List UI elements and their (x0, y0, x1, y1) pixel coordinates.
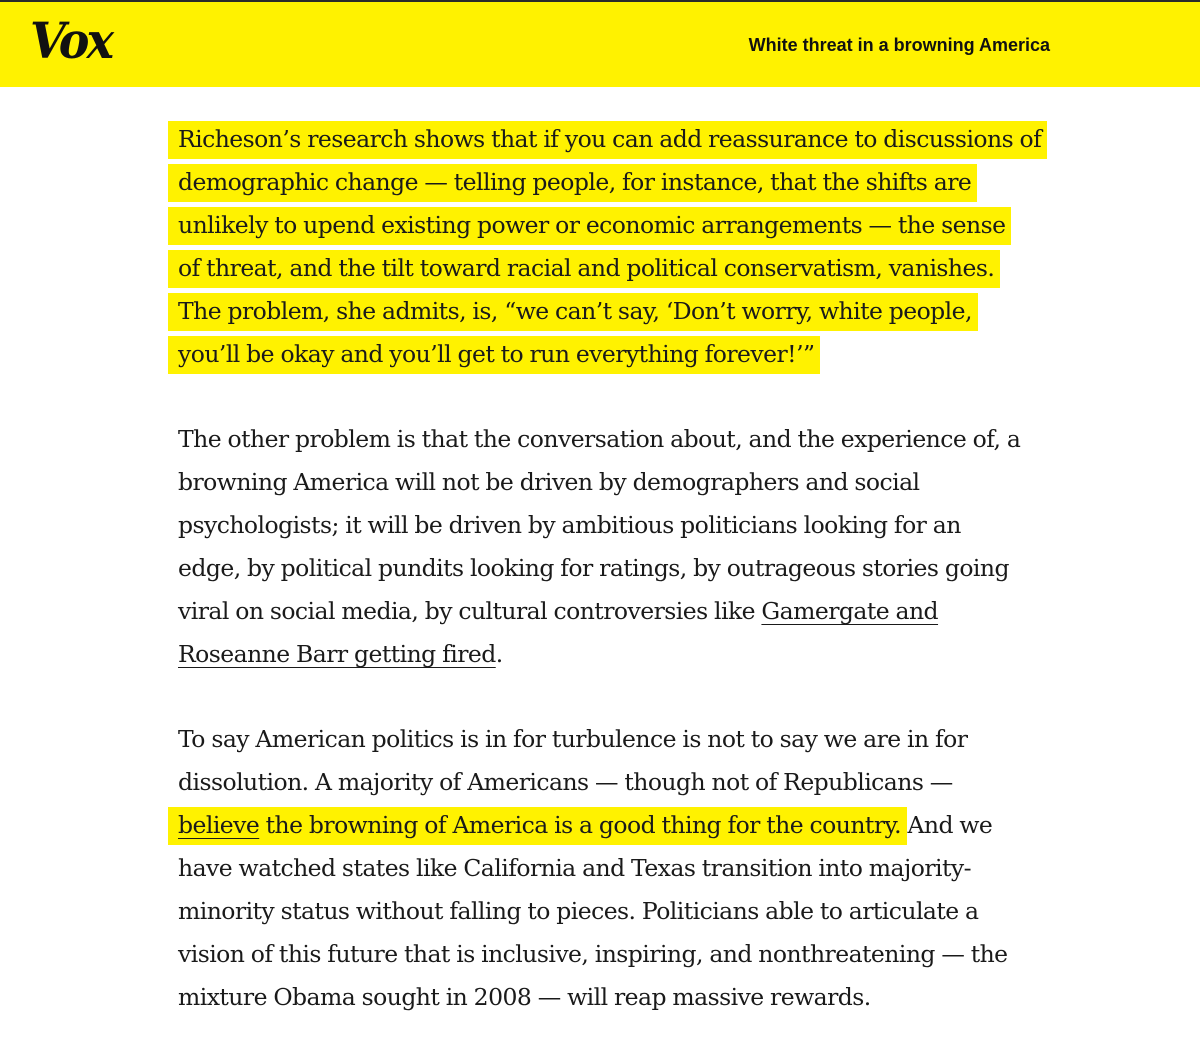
text-segment: viral on social media, by cultural controversies like (178, 597, 762, 625)
highlighted-text: you’ll be okay and you’ll get to run everything forever!’” (178, 336, 814, 374)
gamergate-link-part2[interactable]: Roseanne Barr getting fired (178, 640, 496, 668)
text-line (178, 204, 1078, 247)
text-segment: . (495, 640, 503, 668)
text-line (178, 247, 1078, 290)
text-line: vision of this future that is inclusive, inspiring, and nonthreatening — the (178, 940, 1008, 968)
paragraph-2 (178, 418, 1078, 676)
text-line: browning America will not be driven by demographers and social (178, 468, 920, 496)
text-line (178, 161, 1078, 204)
article-body (178, 118, 1078, 1061)
story-title[interactable]: White threat in a browning America (748, 35, 1050, 55)
highlighted-text: The problem, she admits, is, “we can’t say, ‘Don’t worry, white people, (178, 293, 972, 331)
text-line: The other problem is that the conversation about, and the experience of, a (178, 425, 1021, 453)
text-line (178, 633, 1078, 676)
text-line (178, 590, 1078, 633)
paragraph-3 (178, 718, 1078, 1019)
text-line (178, 118, 1078, 161)
text-line: mixture Obama sought in 2008 — will reap massive rewards. (178, 983, 871, 1011)
highlighted-text: unlikely to upend existing power or economic arrangements — the sense (178, 207, 1005, 245)
text-segment: the browning of America is a good thing for the country. (259, 811, 902, 839)
vox-logo[interactable]: Vox (30, 11, 112, 70)
text-line: psychologists; it will be driven by ambitious politicians looking for an (178, 511, 961, 539)
top-bar (0, 0, 1200, 87)
highlighted-text: of threat, and the tilt toward racial and political conservatism, vanishes. (178, 250, 994, 288)
text-line: edge, by political pundits looking for ratings, by outrageous stories going (178, 554, 1009, 582)
text-line: dissolution. A majority of Americans — though not of Republicans — (178, 768, 953, 796)
highlighted-text: demographic change — telling people, for instance, that the shifts are (178, 164, 971, 202)
highlighted-text (178, 807, 901, 845)
text-line: To say American politics is in for turbulence is not to say we are in for (178, 725, 968, 753)
text-line (178, 290, 1078, 333)
text-line: minority status without falling to pieces. Politicians able to articulate a (178, 897, 979, 925)
believe-link[interactable]: believe (178, 811, 260, 839)
gamergate-link-part1[interactable]: Gamergate and (761, 597, 939, 625)
paragraph-highlighted (178, 118, 1078, 376)
text-segment: And we (901, 811, 993, 839)
text-line (178, 804, 1078, 847)
text-line (178, 333, 1078, 376)
text-line: have watched states like California and Texas transition into majority- (178, 854, 971, 882)
highlighted-text: Richeson’s research shows that if you can add reassurance to discussions of (178, 121, 1041, 159)
